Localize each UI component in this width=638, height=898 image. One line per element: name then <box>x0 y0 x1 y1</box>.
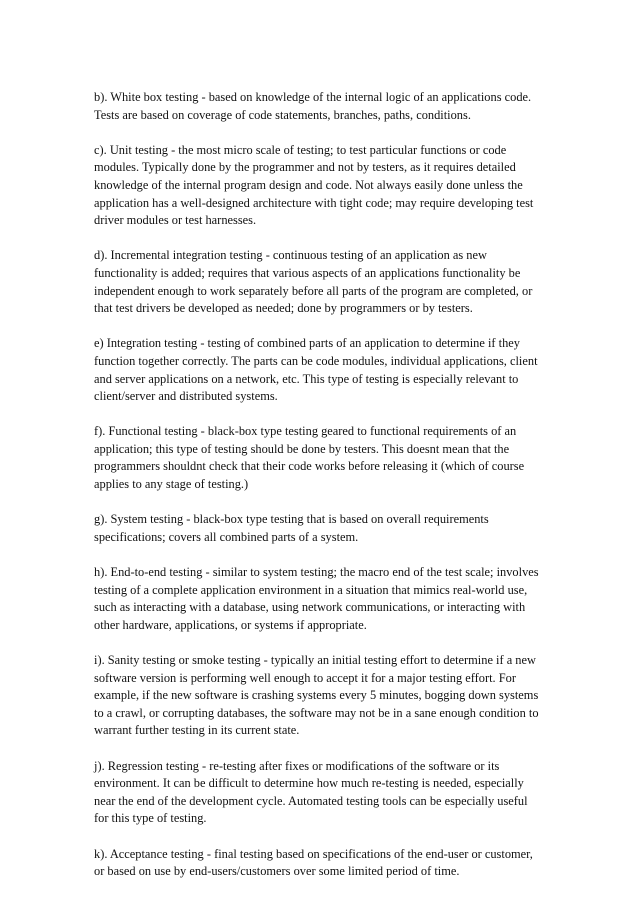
text-line: h). End-to-end testing - similar to system testing; the macro end of the test scale; involves <box>94 565 539 580</box>
paragraph-k <box>94 846 554 881</box>
text-line: knowledge of the internal program design and code. Not always easily done unless the <box>94 177 523 192</box>
text-line: testing of a complete application environment in a situation that mimics real-world use, <box>94 582 528 597</box>
text-line: environment. It can be difficult to determine how much re-testing is needed, especially <box>94 776 524 791</box>
text-line: f). Functional testing - black-box type testing geared to functional requirements of an <box>94 424 517 439</box>
text-line: near the end of the development cycle. Automated testing tools can be especially useful <box>94 793 528 808</box>
text-line: for this type of testing. <box>94 811 207 826</box>
text-line: b). White box testing - based on knowledge of the internal logic of an applications code. <box>94 90 532 104</box>
text-line: k). Acceptance testing - final testing based on specifications of the end-user or customer, <box>94 846 533 861</box>
text-line: Tests are based on coverage of code statements, branches, paths, conditions. <box>94 107 471 122</box>
paragraph-i <box>94 652 554 740</box>
text-line: j). Regression testing - re-testing after fixes or modifications of the software or its <box>94 758 500 773</box>
text-line: driver modules or test harnesses. <box>94 213 257 228</box>
paragraph-g <box>94 511 554 546</box>
text-line: that test drivers be developed as needed; done by programmers or by testers. <box>94 301 473 316</box>
text-line: other hardware, applications, or systems if appropriate. <box>94 617 367 632</box>
paragraph-e <box>94 335 554 405</box>
text-line: applies to any stage of testing.) <box>94 477 249 492</box>
text-line: specifications; covers all combined parts of a system. <box>94 529 359 544</box>
text-line: e) Integration testing - testing of combined parts of an application to determine if they <box>94 336 520 351</box>
text-line: application has a well-designed architecture with tight code; may require developing test <box>94 195 534 210</box>
text-line: to a crawl, or corrupting databases, the software may not be in a sane enough condition to <box>94 705 539 720</box>
paragraph-c <box>94 142 554 230</box>
text-line: application; this type of testing should be done by testers. This doesnt mean that the <box>94 441 510 456</box>
paragraph-f <box>94 423 554 493</box>
text-line: warrant further testing in its current state. <box>94 723 300 738</box>
paragraph-b <box>94 89 554 124</box>
paragraph-d <box>94 247 554 317</box>
text-line: example, if the new software is crashing systems every 5 minutes, bogging down systems <box>94 688 539 703</box>
text-line: d). Incremental integration testing - continuous testing of an application as new <box>94 248 487 263</box>
text-line: and server applications on a network, etc. This type of testing is especially relevant to <box>94 371 519 386</box>
document-body <box>94 89 554 898</box>
text-line: independent enough to work separately before all parts of the program are completed, or <box>94 283 533 298</box>
text-line: modules. Typically done by the programmer and not by testers, as it requires detailed <box>94 160 516 175</box>
text-line: such as interacting with a database, using network communications, or interacting with <box>94 600 526 615</box>
text-line: g). System testing - black-box type testing that is based on overall requirements <box>94 512 489 527</box>
text-line: i). Sanity testing or smoke testing - typically an initial testing effort to determine if a new <box>94 653 536 667</box>
paragraph-h <box>94 564 554 634</box>
text-line: programmers shouldnt check that their code works before releasing it (which of course <box>94 459 525 474</box>
paragraph-j <box>94 758 554 828</box>
text-line: c). Unit testing - the most micro scale of testing; to test particular functions or code <box>94 142 507 157</box>
text-line: functionality is added; requires that various aspects of an applications functionality be <box>94 265 521 280</box>
text-line: or based on use by end-users/customers over some limited period of time. <box>94 864 460 879</box>
text-line: client/server and distributed systems. <box>94 389 278 404</box>
text-line: function together correctly. The parts can be code modules, individual applications, client <box>94 353 538 368</box>
text-line: software version is performing well enough to accept it for a major testing effort. For <box>94 670 516 685</box>
